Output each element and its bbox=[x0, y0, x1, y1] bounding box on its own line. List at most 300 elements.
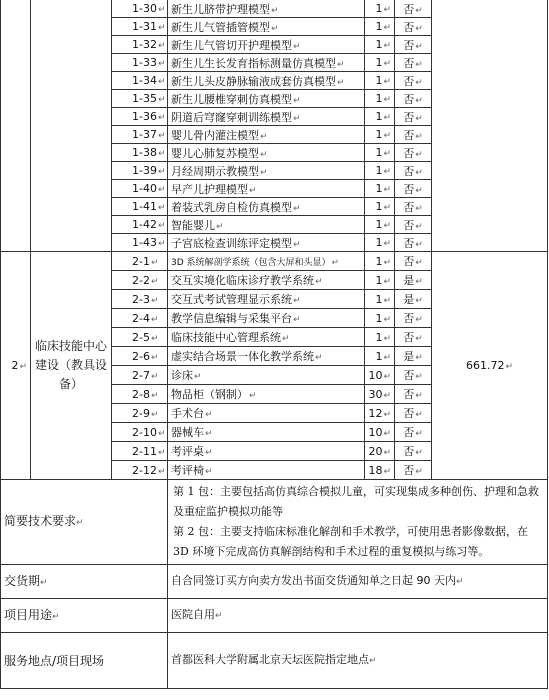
paragraph-mark-icon: ↵ bbox=[271, 23, 279, 34]
paragraph-mark-icon: ↵ bbox=[216, 221, 224, 232]
paragraph-mark-icon: ↵ bbox=[415, 429, 423, 439]
item-imported-text: 否 bbox=[403, 407, 415, 420]
item-code bbox=[112, 328, 168, 347]
item-name-text: 新生儿腰椎穿刺仿真模型 bbox=[171, 92, 292, 106]
item-code bbox=[112, 144, 168, 162]
item-code bbox=[112, 162, 168, 180]
item-code bbox=[112, 234, 168, 252]
item-imported-text: 否 bbox=[403, 464, 415, 477]
paragraph-mark-icon: ↵ bbox=[157, 23, 166, 33]
paragraph-mark-icon: ↵ bbox=[157, 447, 166, 458]
paragraph-mark-icon: ↵ bbox=[150, 371, 159, 382]
item-quantity-text: 1 bbox=[375, 92, 383, 105]
item-quantity-text: 18 bbox=[368, 463, 383, 477]
item-quantity bbox=[365, 309, 395, 328]
item-name bbox=[168, 198, 365, 216]
item-imported bbox=[395, 442, 432, 461]
paragraph-mark-icon: ↵ bbox=[157, 466, 166, 477]
item-code-text: 2-1 bbox=[132, 254, 150, 268]
item-name-text: 婴儿心肺复苏模型 bbox=[171, 146, 259, 160]
paragraph-mark-icon: ↵ bbox=[383, 314, 391, 325]
paragraph-mark-icon: ↵ bbox=[260, 131, 268, 142]
group2-budget-cell-text: 661.72 bbox=[465, 359, 505, 372]
item-quantity-text: 12 bbox=[368, 406, 383, 420]
item-quantity-text: 1 bbox=[375, 182, 383, 195]
item-code-text: 2-6 bbox=[132, 349, 150, 363]
item-imported-text: 是 bbox=[403, 293, 415, 306]
paragraph-mark-icon: ↵ bbox=[205, 448, 213, 458]
item-name-text: 月经周期示教模型 bbox=[171, 164, 259, 178]
paragraph-mark-icon: ↵ bbox=[383, 41, 391, 51]
paragraph-mark-icon: ↵ bbox=[383, 447, 391, 458]
item-code bbox=[112, 180, 168, 198]
group2-number-cell-text: 2 bbox=[11, 359, 19, 372]
paragraph-mark-icon: ↵ bbox=[293, 113, 301, 124]
item-imported-text: 否 bbox=[403, 218, 415, 232]
paragraph-mark-icon: ↵ bbox=[150, 276, 159, 287]
paragraph-mark-icon: ↵ bbox=[383, 276, 391, 287]
item-code bbox=[112, 442, 168, 461]
item-quantity bbox=[365, 54, 395, 72]
paragraph-mark-icon: ↵ bbox=[415, 296, 423, 306]
tech-requirements-label: 简要技术要求↵ bbox=[1, 480, 168, 565]
delivery-value: 自合同签订买方向卖方发出书面交货通知单之日起 90 天内↵ bbox=[168, 565, 548, 599]
item-quantity bbox=[365, 347, 395, 366]
item-quantity bbox=[365, 18, 395, 36]
item-quantity bbox=[365, 271, 395, 290]
paragraph-mark-icon: ↵ bbox=[415, 41, 423, 52]
item-name-text: 器械车 bbox=[171, 426, 204, 439]
location-label: 服务地点/项目现场 bbox=[1, 633, 168, 689]
paragraph-mark-icon: ↵ bbox=[293, 315, 301, 325]
item-name-text: 手术台 bbox=[171, 407, 204, 420]
item-quantity bbox=[365, 90, 395, 108]
item-imported bbox=[395, 144, 432, 162]
paragraph-mark-icon: ↵ bbox=[383, 390, 391, 401]
paragraph-mark-icon: ↵ bbox=[157, 5, 166, 15]
item-code-text: 2-12 bbox=[132, 463, 157, 477]
item-name bbox=[168, 234, 365, 252]
item-name-text: 虚实结合场景一体化教学系统 bbox=[171, 350, 314, 363]
location-value: 首都医科大学附属北京天坛医院指定地点↵ bbox=[168, 633, 548, 689]
item-quantity bbox=[365, 162, 395, 180]
paragraph-mark-icon: ↵ bbox=[157, 167, 166, 177]
paragraph-mark-icon: ↵ bbox=[150, 333, 159, 344]
paragraph-mark-icon: ↵ bbox=[505, 362, 514, 372]
item-name-text: 着装式乳房自检仿真模型 bbox=[171, 200, 292, 214]
item-quantity-text: 1 bbox=[375, 38, 383, 51]
paragraph-mark-icon: ↵ bbox=[293, 95, 301, 106]
item-imported bbox=[395, 198, 432, 216]
item-name bbox=[168, 461, 365, 480]
item-quantity-text: 1 bbox=[375, 330, 383, 344]
item-imported bbox=[395, 252, 432, 271]
item-name bbox=[168, 36, 365, 54]
tech-requirements-row bbox=[1, 480, 548, 565]
paragraph-mark-icon: ↵ bbox=[150, 352, 159, 363]
group1-category-cell bbox=[31, 0, 112, 252]
paragraph-mark-icon: ↵ bbox=[150, 295, 159, 306]
item-quantity bbox=[365, 198, 395, 216]
group2-budget-cell bbox=[432, 252, 548, 480]
purpose-label: 项目用途↵ bbox=[1, 599, 168, 633]
item-quantity-text: 1 bbox=[375, 254, 383, 268]
group2-category-cell bbox=[31, 252, 112, 480]
item-quantity bbox=[365, 180, 395, 198]
item-name-text: 婴儿骨内灌注模型 bbox=[171, 128, 259, 142]
item-quantity bbox=[365, 252, 395, 271]
item-quantity-text: 1 bbox=[375, 74, 383, 87]
item-code bbox=[112, 366, 168, 385]
item-name-text: 新生儿气管切开护理模型 bbox=[171, 38, 292, 52]
paragraph-mark-icon: ↵ bbox=[383, 371, 391, 382]
paragraph-mark-icon: ↵ bbox=[293, 203, 301, 214]
tech-requirements-value bbox=[168, 480, 548, 565]
item-imported bbox=[395, 0, 432, 18]
paragraph-mark-icon: ↵ bbox=[383, 466, 391, 477]
paragraph-mark-icon: ↵ bbox=[415, 353, 423, 363]
paragraph-mark-icon: ↵ bbox=[260, 149, 268, 160]
item-name bbox=[168, 126, 365, 144]
item-name-text: 临床技能中心管理系统 bbox=[171, 331, 281, 344]
item-name bbox=[168, 54, 365, 72]
purpose-row bbox=[1, 599, 548, 633]
item-code bbox=[112, 18, 168, 36]
paragraph-mark-icon: ↵ bbox=[415, 467, 423, 477]
item-name bbox=[168, 366, 365, 385]
package-2-requirements: 第 2 包：主要支持临床标准化解剖和手术教学，可使用患者影像数据，在 3D 环境下完成高仿真解剖结构和手术过程的重复模拟与练习等。 bbox=[173, 525, 528, 558]
item-code bbox=[112, 271, 168, 290]
item-code-text: 1-32 bbox=[132, 38, 157, 51]
item-quantity-text: 1 bbox=[375, 146, 383, 159]
item-imported-text: 否 bbox=[403, 146, 415, 160]
item-code-text: 2-2 bbox=[132, 273, 150, 287]
paragraph-mark-icon: ↵ bbox=[415, 277, 423, 287]
item-imported bbox=[395, 90, 432, 108]
item-imported bbox=[395, 126, 432, 144]
paragraph-mark-icon: ↵ bbox=[415, 185, 423, 196]
item-quantity bbox=[365, 442, 395, 461]
item-quantity-text: 10 bbox=[368, 368, 383, 382]
item-name-text: 新生儿脐带护理模型 bbox=[171, 2, 270, 16]
item-imported bbox=[395, 216, 432, 234]
purpose-value: 医院自用↵ bbox=[168, 599, 548, 633]
paragraph-mark-icon: ↵ bbox=[383, 23, 391, 33]
paragraph-mark-icon: ↵ bbox=[383, 59, 391, 69]
item-name-text: 物品柜（钢制） bbox=[171, 388, 248, 401]
item-imported-text: 否 bbox=[403, 74, 415, 88]
item-imported bbox=[395, 162, 432, 180]
item-quantity bbox=[365, 404, 395, 423]
paragraph-mark-icon: ↵ bbox=[383, 95, 391, 105]
paragraph-mark-icon: ↵ bbox=[150, 314, 159, 325]
item-quantity-text: 1 bbox=[375, 164, 383, 177]
item-imported-text: 否 bbox=[403, 200, 415, 214]
paragraph-mark-icon: ↵ bbox=[157, 77, 166, 87]
item-code bbox=[112, 126, 168, 144]
item-imported bbox=[395, 54, 432, 72]
item-quantity bbox=[365, 0, 395, 18]
item-name-text: 交互式考试管理显示系统 bbox=[171, 293, 292, 306]
item-imported bbox=[395, 347, 432, 366]
package-1-requirements: 第 1 包：主要包括高仿真综合模拟儿童，可实现集成多种创伤、护理和急救及重症监护模拟功能等 bbox=[173, 485, 539, 518]
item-quantity-text: 1 bbox=[375, 236, 383, 249]
paragraph-mark-icon: ↵ bbox=[415, 391, 423, 401]
item-imported-text: 否 bbox=[403, 92, 415, 106]
paragraph-mark-icon: ↵ bbox=[415, 448, 423, 458]
paragraph-mark-icon: ↵ bbox=[157, 131, 166, 141]
item-quantity-text: 1 bbox=[375, 349, 383, 363]
item-imported bbox=[395, 234, 432, 252]
paragraph-mark-icon: ↵ bbox=[383, 203, 391, 213]
item-name bbox=[168, 216, 365, 234]
paragraph-mark-icon: ↵ bbox=[150, 409, 159, 420]
paragraph-mark-icon: ↵ bbox=[383, 428, 391, 439]
item-quantity bbox=[365, 234, 395, 252]
paragraph-mark-icon: ↵ bbox=[293, 296, 301, 306]
item-imported-text: 否 bbox=[403, 128, 415, 142]
paragraph-mark-icon: ↵ bbox=[415, 95, 423, 106]
item-name bbox=[168, 0, 365, 18]
item-code bbox=[112, 252, 168, 271]
paragraph-mark-icon: ↵ bbox=[157, 95, 166, 105]
paragraph-mark-icon: ↵ bbox=[271, 5, 279, 16]
paragraph-mark-icon: ↵ bbox=[415, 167, 423, 178]
paragraph-mark-icon: ↵ bbox=[157, 239, 166, 249]
item-code bbox=[112, 423, 168, 442]
item-imported-text: 否 bbox=[403, 20, 415, 34]
group1-budget-cell bbox=[432, 0, 548, 252]
paragraph-mark-icon: ↵ bbox=[337, 59, 345, 70]
item-code-text: 1-33 bbox=[132, 56, 157, 69]
paragraph-mark-icon: ↵ bbox=[415, 239, 423, 250]
item-code bbox=[112, 347, 168, 366]
paragraph-mark-icon: ↵ bbox=[205, 467, 213, 477]
item-quantity bbox=[365, 72, 395, 90]
item-imported-text: 否 bbox=[403, 56, 415, 70]
item-name bbox=[168, 271, 365, 290]
item-imported bbox=[395, 36, 432, 54]
item-code bbox=[112, 108, 168, 126]
paragraph-mark-icon: ↵ bbox=[415, 334, 423, 344]
paragraph-mark-icon: ↵ bbox=[415, 410, 423, 420]
item-imported-text: 否 bbox=[403, 445, 415, 458]
group2-category-cell-text: 临床技能中心建设（教具设备） bbox=[35, 339, 108, 391]
paragraph-mark-icon: ↵ bbox=[383, 333, 391, 344]
paragraph-mark-icon: ↵ bbox=[383, 167, 391, 177]
item-imported-text: 否 bbox=[403, 312, 415, 325]
item-code-text: 2-5 bbox=[132, 330, 150, 344]
item-name bbox=[168, 252, 365, 271]
item-quantity bbox=[365, 126, 395, 144]
item-quantity bbox=[365, 216, 395, 234]
item-imported-text: 否 bbox=[403, 2, 415, 16]
paragraph-mark-icon: ↵ bbox=[157, 185, 166, 195]
item-code-text: 2-8 bbox=[132, 387, 150, 401]
paragraph-mark-icon: ↵ bbox=[157, 59, 166, 69]
item-imported-text: 否 bbox=[403, 236, 415, 250]
item-name-text: 考评椅 bbox=[171, 464, 204, 477]
table-row bbox=[1, 0, 548, 18]
group1-number-cell bbox=[1, 0, 31, 252]
item-quantity-text: 1 bbox=[375, 311, 383, 325]
paragraph-mark-icon: ↵ bbox=[383, 352, 391, 363]
paragraph-mark-icon: ↵ bbox=[157, 149, 166, 159]
item-name bbox=[168, 347, 365, 366]
item-quantity bbox=[365, 328, 395, 347]
paragraph-mark-icon: ↵ bbox=[383, 257, 391, 268]
location-row bbox=[1, 633, 548, 689]
paragraph-mark-icon: ↵ bbox=[249, 185, 257, 196]
item-code-text: 2-7 bbox=[132, 368, 150, 382]
item-imported-text: 否 bbox=[403, 388, 415, 401]
paragraph-mark-icon: ↵ bbox=[383, 113, 391, 123]
item-name-text: 新生儿头皮静脉输液成套仿真模型 bbox=[171, 74, 336, 88]
paragraph-mark-icon: ↵ bbox=[415, 23, 423, 34]
paragraph-mark-icon: ↵ bbox=[205, 429, 213, 439]
item-imported bbox=[395, 385, 432, 404]
item-code-text: 1-41 bbox=[132, 200, 157, 213]
item-code bbox=[112, 309, 168, 328]
item-imported bbox=[395, 72, 432, 90]
item-quantity-text: 1 bbox=[375, 273, 383, 287]
item-name-text: 子宫底检查训练评定模型 bbox=[171, 236, 292, 250]
item-quantity bbox=[365, 290, 395, 309]
item-quantity bbox=[365, 108, 395, 126]
item-code-text: 2-3 bbox=[132, 292, 150, 306]
item-code-text: 1-30 bbox=[132, 2, 157, 15]
paragraph-mark-icon: ↵ bbox=[315, 353, 323, 363]
item-quantity bbox=[365, 423, 395, 442]
item-quantity-text: 1 bbox=[375, 128, 383, 141]
item-name-text: 交互实境化临床诊疗教学系统 bbox=[171, 274, 314, 287]
paragraph-mark-icon: ↵ bbox=[415, 315, 423, 325]
item-imported-text: 是 bbox=[403, 274, 415, 287]
item-quantity-text: 1 bbox=[375, 20, 383, 33]
paragraph-mark-icon: ↵ bbox=[157, 113, 166, 123]
item-name-text: 智能婴儿 bbox=[171, 218, 215, 232]
paragraph-mark-icon: ↵ bbox=[383, 239, 391, 249]
item-name bbox=[168, 162, 365, 180]
item-quantity-text: 20 bbox=[368, 444, 383, 458]
item-imported bbox=[395, 461, 432, 480]
item-name-text: 教学信息编辑与采集平台 bbox=[171, 312, 292, 325]
delivery-label: 交货期↵ bbox=[1, 565, 168, 599]
paragraph-mark-icon: ↵ bbox=[415, 203, 423, 214]
paragraph-mark-icon: ↵ bbox=[415, 59, 423, 70]
paragraph-mark-icon: ↵ bbox=[293, 239, 301, 250]
item-imported-text: 否 bbox=[403, 426, 415, 439]
item-name-text: 3D 系统解剖学系统（包含大屏和头显） bbox=[171, 257, 331, 268]
item-code bbox=[112, 290, 168, 309]
item-code-text: 2-10 bbox=[132, 425, 157, 439]
item-quantity-text: 1 bbox=[375, 218, 383, 231]
item-code bbox=[112, 90, 168, 108]
item-code-text: 1-31 bbox=[132, 20, 157, 33]
item-name bbox=[168, 328, 365, 347]
item-code-text: 1-38 bbox=[132, 146, 157, 159]
item-name bbox=[168, 90, 365, 108]
item-code-text: 2-4 bbox=[132, 311, 150, 325]
item-imported-text: 否 bbox=[403, 331, 415, 344]
paragraph-mark-icon: ↵ bbox=[150, 390, 159, 401]
paragraph-mark-icon: ↵ bbox=[383, 77, 391, 87]
item-quantity-text: 1 bbox=[375, 200, 383, 213]
item-imported bbox=[395, 290, 432, 309]
item-name bbox=[168, 442, 365, 461]
item-code-text: 1-37 bbox=[132, 128, 157, 141]
item-name bbox=[168, 309, 365, 328]
paragraph-mark-icon: ↵ bbox=[383, 5, 391, 15]
paragraph-mark-icon: ↵ bbox=[415, 131, 423, 142]
paragraph-mark-icon: ↵ bbox=[205, 410, 213, 420]
item-imported bbox=[395, 18, 432, 36]
item-quantity-text: 30 bbox=[368, 387, 383, 401]
paragraph-mark-icon: ↵ bbox=[383, 185, 391, 195]
group2-number-cell bbox=[1, 252, 31, 480]
item-quantity bbox=[365, 461, 395, 480]
item-code-text: 1-34 bbox=[132, 74, 157, 87]
item-code-text: 2-9 bbox=[132, 406, 150, 420]
paragraph-mark-icon: ↵ bbox=[383, 149, 391, 159]
item-code-text: 1-40 bbox=[132, 182, 157, 195]
item-imported bbox=[395, 366, 432, 385]
item-code bbox=[112, 72, 168, 90]
item-quantity bbox=[365, 36, 395, 54]
item-name-text: 新生儿生长发育指标测量仿真模型 bbox=[171, 56, 336, 70]
item-name-text: 早产儿护理模型 bbox=[171, 182, 248, 196]
item-code bbox=[112, 198, 168, 216]
item-code bbox=[112, 216, 168, 234]
item-name bbox=[168, 385, 365, 404]
item-imported bbox=[395, 328, 432, 347]
paragraph-mark-icon: ↵ bbox=[150, 257, 159, 268]
item-imported bbox=[395, 404, 432, 423]
item-name bbox=[168, 290, 365, 309]
item-imported-text: 否 bbox=[403, 164, 415, 178]
item-imported-text: 否 bbox=[403, 38, 415, 52]
paragraph-mark-icon: ↵ bbox=[157, 203, 166, 213]
paragraph-mark-icon: ↵ bbox=[194, 372, 202, 382]
paragraph-mark-icon: ↵ bbox=[293, 41, 301, 52]
item-name bbox=[168, 72, 365, 90]
paragraph-mark-icon: ↵ bbox=[19, 362, 27, 372]
item-quantity-text: 1 bbox=[375, 56, 383, 69]
item-imported-text: 否 bbox=[403, 110, 415, 124]
item-name bbox=[168, 404, 365, 423]
paragraph-mark-icon: ↵ bbox=[157, 41, 166, 51]
item-code bbox=[112, 36, 168, 54]
item-code bbox=[112, 404, 168, 423]
item-name-text: 考评桌 bbox=[171, 445, 204, 458]
item-code-text: 1-42 bbox=[132, 218, 157, 231]
item-quantity bbox=[365, 366, 395, 385]
paragraph-mark-icon: ↵ bbox=[383, 221, 391, 231]
table-row bbox=[1, 252, 548, 271]
item-name bbox=[168, 144, 365, 162]
paragraph-mark-icon: ↵ bbox=[249, 391, 257, 401]
item-code-text: 2-11 bbox=[132, 444, 157, 458]
paragraph-mark-icon: ↵ bbox=[383, 131, 391, 141]
item-imported bbox=[395, 423, 432, 442]
paragraph-mark-icon: ↵ bbox=[415, 258, 423, 268]
item-imported bbox=[395, 309, 432, 328]
item-code-text: 1-43 bbox=[132, 236, 157, 249]
item-imported-text: 是 bbox=[403, 350, 415, 363]
paragraph-mark-icon: ↵ bbox=[415, 221, 423, 232]
paragraph-mark-icon: ↵ bbox=[315, 277, 323, 287]
item-imported bbox=[395, 180, 432, 198]
